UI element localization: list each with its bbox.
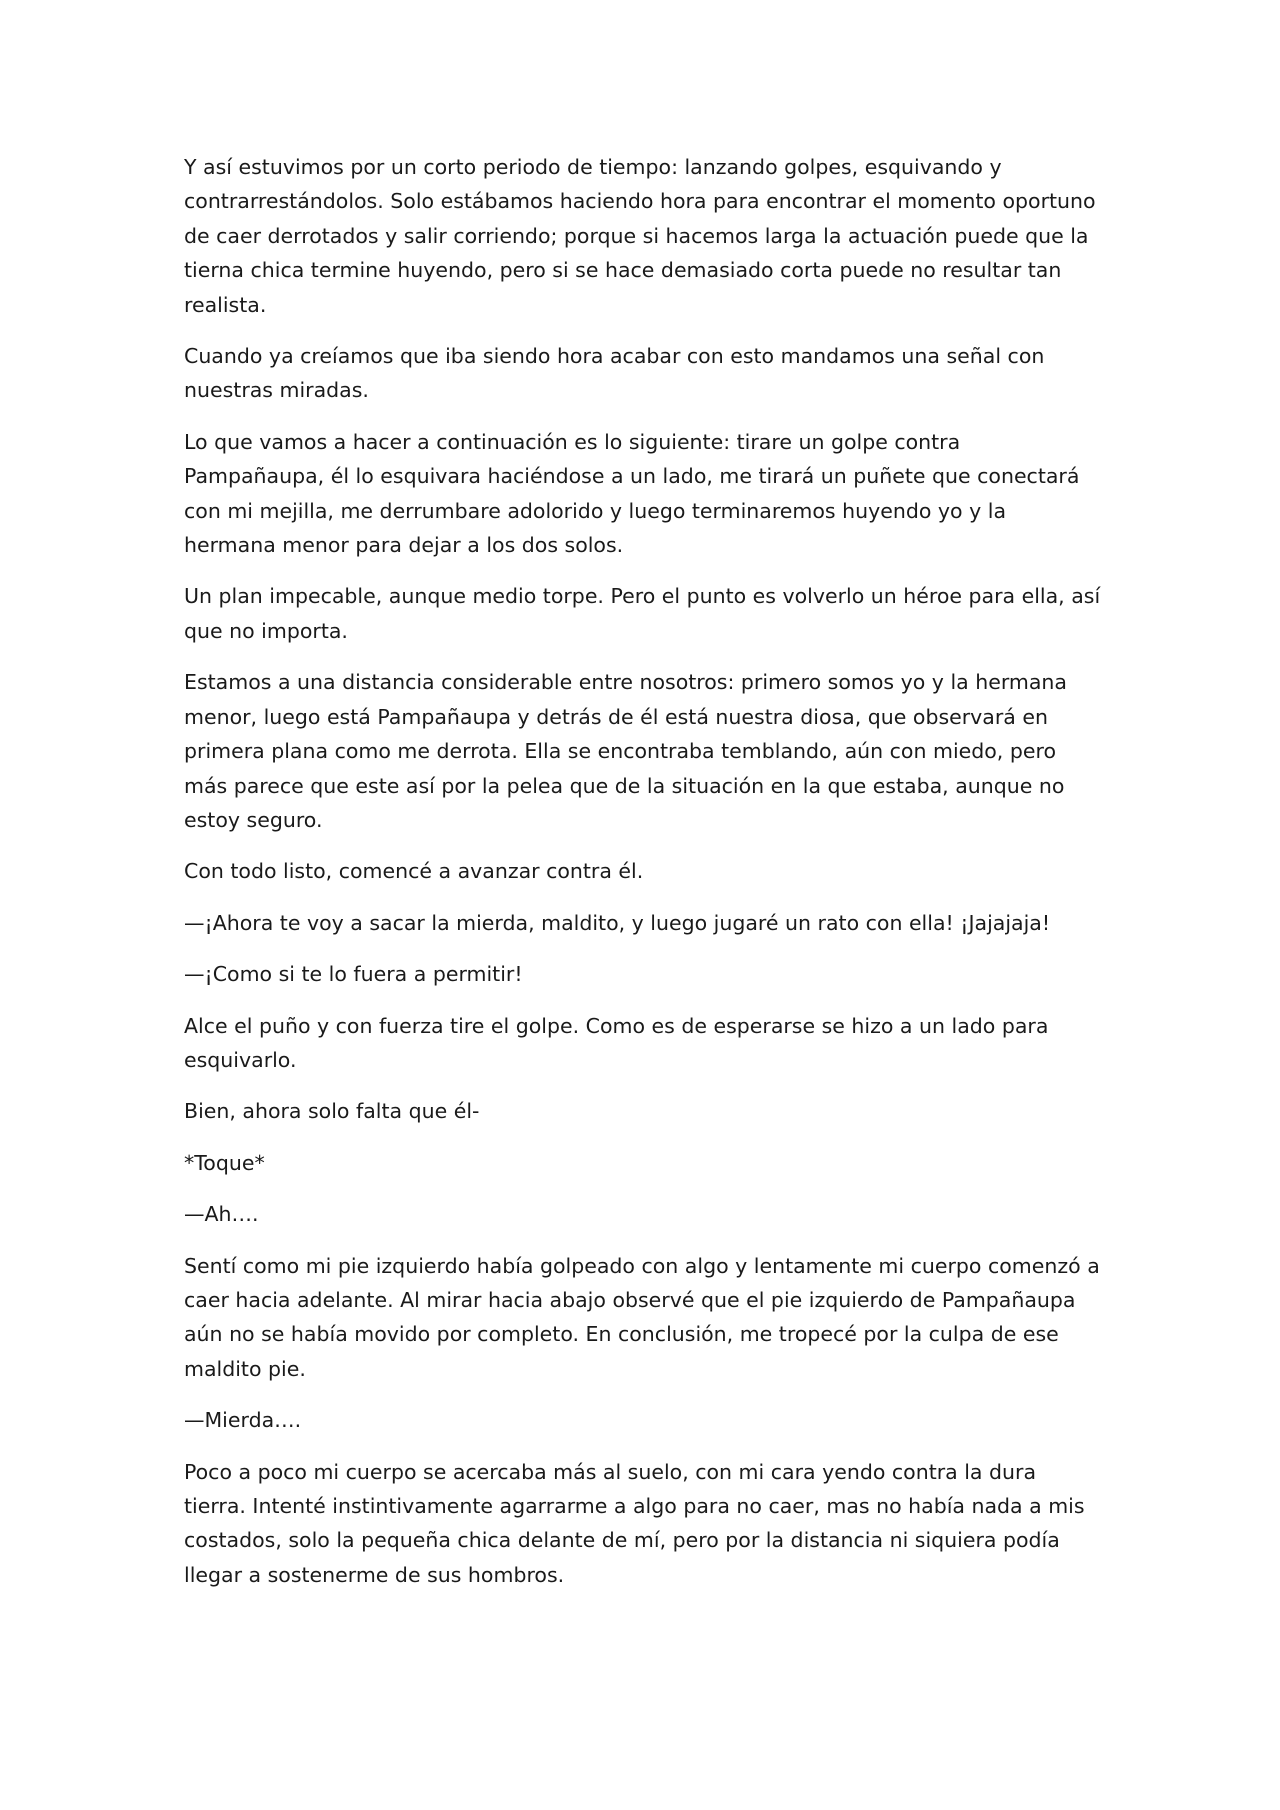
paragraph: Alce el puño y con fuerza tire el golpe. Como es de esperarse se hizo a un lado para esquivarlo. xyxy=(184,1013,1049,1072)
paragraph: Estamos a una distancia considerable entre nosotros: primero somos yo y la hermana menor, luego está Pampañaupa y detrás de él está nuestra diosa, que observará en primera plana como me derrota. Ella se encontraba temblando, aún con miedo, pero más parece que este así por la pelea que de la situación en la que estaba, aunque no estoy seguro. xyxy=(184,670,1067,832)
paragraph: Sentí como mi pie izquierdo había golpeado con algo y lentamente mi cuerpo comenzó a caer hacia adelante. Al mirar hacia abajo observé que el pie izquierdo de Pampañaupa aún no se había movido por completo. En conclusión, me tropecé por la culpa de ese maldito pie. xyxy=(184,1253,1100,1381)
paragraph: Lo que vamos a hacer a continuación es lo siguiente: tirare un golpe contra Pampañaupa, él lo esquivara haciéndose a un lado, me tirará un puñete que conectará con mi mejilla, me derrumbare adolorido y luego terminaremos huyendo yo y la hermana menor para dejar a los dos solos. xyxy=(184,429,1080,558)
dialogue-line: —Mierda…. xyxy=(184,1408,302,1433)
document-page xyxy=(184,150,1104,1609)
paragraph: Cuando ya creíamos que iba siendo hora acabar con esto mandamos una señal con nuestras miradas. xyxy=(184,344,1045,403)
dialogue-line: —¡Como si te lo fuera a permitir! xyxy=(184,962,523,987)
paragraph: Un plan impecable, aunque medio torpe. Pero el punto es volverlo un héroe para ella, así que no importa. xyxy=(184,584,1101,643)
dialogue-line: —¡Ahora te voy a sacar la mierda, maldito, y luego jugaré un rato con ella! ¡Jajajaja! xyxy=(184,910,1051,935)
paragraph: Poco a poco mi cuerpo se acercaba más al suelo, con mi cara yendo contra la dura tierra. Intenté instintivamente agarrarme a algo para no caer, mas no había nada a mis costados, solo la pequeña chica delante de mí, pero por la distancia ni siquiera podía llegar a sostenerme de sus hombros. xyxy=(184,1459,1085,1587)
dialogue-line: —Ah…. xyxy=(184,1202,259,1227)
paragraph: Con todo listo, comencé a avanzar contra él. xyxy=(184,859,644,884)
paragraph: Y así estuvimos por un corto periodo de tiempo: lanzando golpes, esquivando y contrarrestándolos. Solo estábamos haciendo hora para encontrar el momento oportuno de caer derrotados y salir corriendo; porque si hacemos larga la actuación puede que la tierna chica termine huyendo, pero si se hace demasiado corta puede no resultar tan realista. xyxy=(184,155,1096,317)
paragraph: Bien, ahora solo falta que él- xyxy=(184,1099,480,1124)
sound-effect: *Toque* xyxy=(184,1150,265,1175)
